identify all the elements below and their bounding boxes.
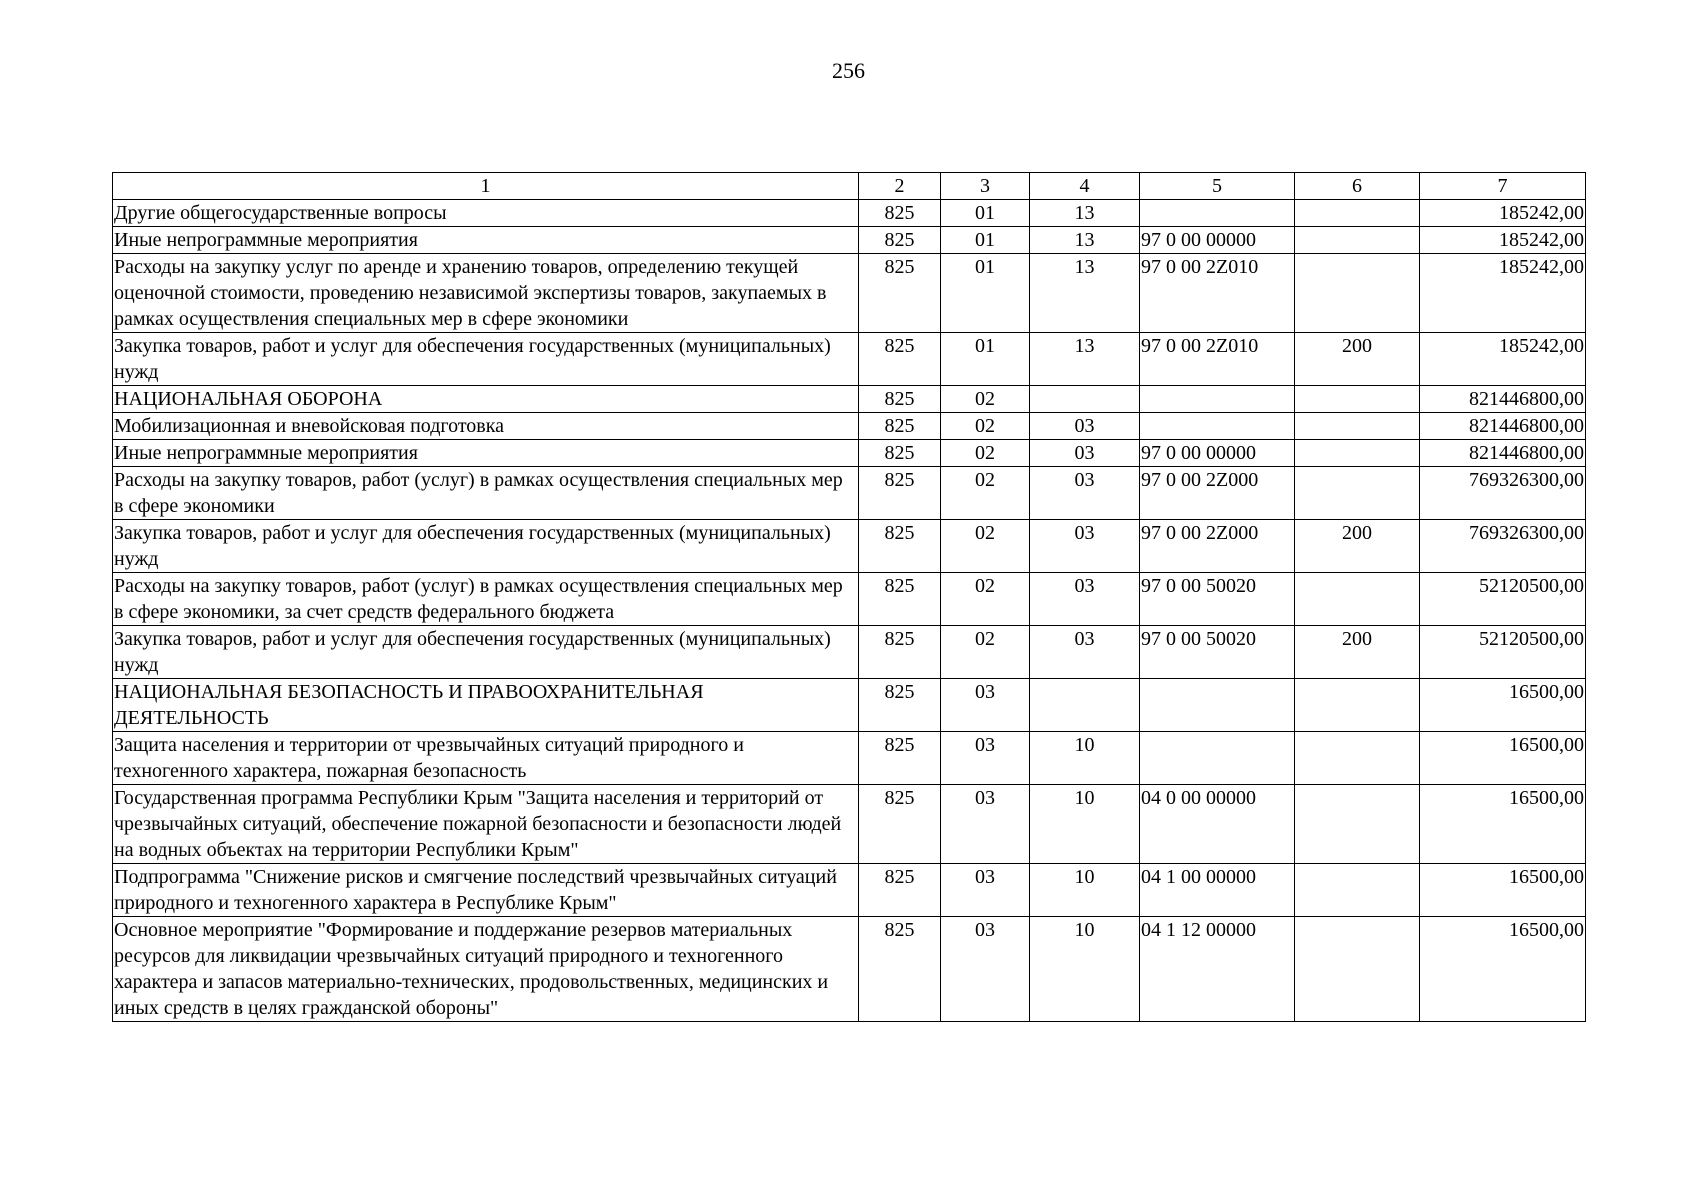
header-cell-6: 6 (1295, 173, 1420, 200)
row-name-cell: Расходы на закупку товаров, работ (услуг) в рамках осуществления специальных мер в сфере экономики, за счет средств федерального бюджета (113, 573, 859, 626)
row-admin-code-cell: 825 (859, 467, 941, 520)
table-row (113, 573, 1586, 626)
row-section-cell: 03 (941, 917, 1030, 1022)
row-name-cell: Закупка товаров, работ и услуг для обеспечения государственных (муниципальных) нужд (113, 333, 859, 386)
row-amount-cell: 769326300,00 (1420, 520, 1586, 573)
row-admin-code-cell: 825 (859, 917, 941, 1022)
row-target-article-cell: 04 1 12 00000 (1140, 917, 1295, 1022)
row-section-cell: 01 (941, 200, 1030, 227)
row-subsection-cell: 10 (1030, 917, 1140, 1022)
row-subsection-cell: 10 (1030, 864, 1140, 917)
row-section-cell: 02 (941, 573, 1030, 626)
row-expense-type-cell: 200 (1295, 626, 1420, 679)
row-target-article-cell (1140, 732, 1295, 785)
row-subsection-cell: 10 (1030, 732, 1140, 785)
row-amount-cell: 16500,00 (1420, 917, 1586, 1022)
row-name-cell: НАЦИОНАЛЬНАЯ ОБОРОНА (113, 386, 859, 413)
row-admin-code-cell: 825 (859, 254, 941, 333)
row-name-cell: Другие общегосударственные вопросы (113, 200, 859, 227)
row-section-cell: 03 (941, 785, 1030, 864)
row-amount-cell: 16500,00 (1420, 864, 1586, 917)
row-subsection-cell: 03 (1030, 440, 1140, 467)
row-subsection-cell (1030, 679, 1140, 732)
row-target-article-cell (1140, 679, 1295, 732)
row-expense-type-cell (1295, 917, 1420, 1022)
row-expense-type-cell (1295, 386, 1420, 413)
row-subsection-cell: 13 (1030, 200, 1140, 227)
row-name-cell: Основное мероприятие "Формирование и поддержание резервов материальных ресурсов для ликвидации чрезвычайных ситуаций природного и техногенного характера и запасов материально-технических, продовольственных, медицинских и иных средств в целях гражданской обороны" (113, 917, 859, 1022)
row-section-cell: 02 (941, 467, 1030, 520)
row-amount-cell: 185242,00 (1420, 200, 1586, 227)
row-admin-code-cell: 825 (859, 413, 941, 440)
row-admin-code-cell: 825 (859, 200, 941, 227)
row-expense-type-cell (1295, 254, 1420, 333)
row-section-cell: 02 (941, 440, 1030, 467)
table-row (113, 679, 1586, 732)
table-row (113, 785, 1586, 864)
row-section-cell: 02 (941, 520, 1030, 573)
row-target-article-cell (1140, 386, 1295, 413)
row-section-cell: 03 (941, 732, 1030, 785)
row-expense-type-cell (1295, 440, 1420, 467)
table-row (113, 440, 1586, 467)
row-expense-type-cell (1295, 573, 1420, 626)
row-section-cell: 01 (941, 333, 1030, 386)
row-name-cell: Закупка товаров, работ и услуг для обеспечения государственных (муниципальных) нужд (113, 520, 859, 573)
row-admin-code-cell: 825 (859, 626, 941, 679)
row-target-article-cell: 97 0 00 2Z000 (1140, 520, 1295, 573)
table-row (113, 732, 1586, 785)
header-cell-1: 1 (113, 173, 859, 200)
row-amount-cell: 52120500,00 (1420, 573, 1586, 626)
table-row (113, 626, 1586, 679)
row-subsection-cell: 13 (1030, 227, 1140, 254)
table-row (113, 227, 1586, 254)
row-subsection-cell: 03 (1030, 413, 1140, 440)
row-name-cell: Расходы на закупку услуг по аренде и хранению товаров, определению текущей оценочной стоимости, проведению независимой экспертизы товаров, закупаемых в рамках осуществления специальных мер в сфере экономики (113, 254, 859, 333)
row-amount-cell: 52120500,00 (1420, 626, 1586, 679)
row-admin-code-cell: 825 (859, 333, 941, 386)
row-section-cell: 03 (941, 679, 1030, 732)
table-body (113, 200, 1586, 1022)
table-row (113, 386, 1586, 413)
table-row (113, 864, 1586, 917)
row-amount-cell: 16500,00 (1420, 679, 1586, 732)
row-admin-code-cell: 825 (859, 732, 941, 785)
row-amount-cell: 185242,00 (1420, 333, 1586, 386)
row-admin-code-cell: 825 (859, 573, 941, 626)
row-name-cell: Иные непрограммные мероприятия (113, 440, 859, 467)
row-amount-cell: 821446800,00 (1420, 440, 1586, 467)
row-amount-cell: 821446800,00 (1420, 413, 1586, 440)
row-amount-cell: 821446800,00 (1420, 386, 1586, 413)
row-section-cell: 01 (941, 227, 1030, 254)
row-subsection-cell: 03 (1030, 467, 1140, 520)
row-subsection-cell: 03 (1030, 520, 1140, 573)
table-row (113, 200, 1586, 227)
row-amount-cell: 185242,00 (1420, 254, 1586, 333)
row-subsection-cell: 13 (1030, 254, 1140, 333)
row-expense-type-cell (1295, 732, 1420, 785)
row-target-article-cell (1140, 200, 1295, 227)
table-row (113, 467, 1586, 520)
row-section-cell: 01 (941, 254, 1030, 333)
row-admin-code-cell: 825 (859, 227, 941, 254)
header-row (113, 173, 1586, 200)
row-name-cell: НАЦИОНАЛЬНАЯ БЕЗОПАСНОСТЬ И ПРАВООХРАНИТЕЛЬНАЯ ДЕЯТЕЛЬНОСТЬ (113, 679, 859, 732)
table-row (113, 917, 1586, 1022)
row-admin-code-cell: 825 (859, 679, 941, 732)
table-row (113, 333, 1586, 386)
row-target-article-cell: 04 0 00 00000 (1140, 785, 1295, 864)
row-name-cell: Мобилизационная и вневойсковая подготовка (113, 413, 859, 440)
row-name-cell: Защита населения и территории от чрезвычайных ситуаций природного и техногенного характера, пожарная безопасность (113, 732, 859, 785)
row-expense-type-cell: 200 (1295, 520, 1420, 573)
row-name-cell: Иные непрограммные мероприятия (113, 227, 859, 254)
table-row (113, 254, 1586, 333)
row-admin-code-cell: 825 (859, 864, 941, 917)
row-target-article-cell: 97 0 00 2Z010 (1140, 333, 1295, 386)
row-subsection-cell (1030, 386, 1140, 413)
row-name-cell: Закупка товаров, работ и услуг для обеспечения государственных (муниципальных) нужд (113, 626, 859, 679)
row-subsection-cell: 03 (1030, 573, 1140, 626)
row-admin-code-cell: 825 (859, 386, 941, 413)
row-expense-type-cell (1295, 864, 1420, 917)
row-section-cell: 02 (941, 386, 1030, 413)
header-cell-4: 4 (1030, 173, 1140, 200)
row-amount-cell: 185242,00 (1420, 227, 1586, 254)
row-name-cell: Расходы на закупку товаров, работ (услуг) в рамках осуществления специальных мер в сфере экономики (113, 467, 859, 520)
row-expense-type-cell (1295, 413, 1420, 440)
row-admin-code-cell: 825 (859, 785, 941, 864)
table-row (113, 413, 1586, 440)
row-subsection-cell: 13 (1030, 333, 1140, 386)
row-subsection-cell: 03 (1030, 626, 1140, 679)
row-admin-code-cell: 825 (859, 440, 941, 467)
row-expense-type-cell (1295, 227, 1420, 254)
header-cell-7: 7 (1420, 173, 1586, 200)
row-target-article-cell (1140, 413, 1295, 440)
row-section-cell: 03 (941, 864, 1030, 917)
row-section-cell: 02 (941, 626, 1030, 679)
row-target-article-cell: 97 0 00 50020 (1140, 573, 1295, 626)
header-cell-2: 2 (859, 173, 941, 200)
row-amount-cell: 16500,00 (1420, 732, 1586, 785)
row-expense-type-cell (1295, 785, 1420, 864)
row-target-article-cell: 97 0 00 00000 (1140, 440, 1295, 467)
budget-table (112, 172, 1586, 1022)
row-target-article-cell: 97 0 00 50020 (1140, 626, 1295, 679)
row-amount-cell: 16500,00 (1420, 785, 1586, 864)
row-target-article-cell: 04 1 00 00000 (1140, 864, 1295, 917)
row-target-article-cell: 97 0 00 00000 (1140, 227, 1295, 254)
row-expense-type-cell: 200 (1295, 333, 1420, 386)
row-target-article-cell: 97 0 00 2Z000 (1140, 467, 1295, 520)
page-number: 256 (832, 58, 865, 83)
row-expense-type-cell (1295, 467, 1420, 520)
row-expense-type-cell (1295, 679, 1420, 732)
row-name-cell: Подпрограмма "Снижение рисков и смягчение последствий чрезвычайных ситуаций природного и техногенного характера в Республике Крым" (113, 864, 859, 917)
header-cell-3: 3 (941, 173, 1030, 200)
row-section-cell: 02 (941, 413, 1030, 440)
row-name-cell: Государственная программа Республики Крым "Защита населения и территорий от чрезвычайных ситуаций, обеспечение пожарной безопасности и безопасности людей на водных объектах на территории Республики Крым" (113, 785, 859, 864)
row-amount-cell: 769326300,00 (1420, 467, 1586, 520)
row-subsection-cell: 10 (1030, 785, 1140, 864)
row-admin-code-cell: 825 (859, 520, 941, 573)
row-expense-type-cell (1295, 200, 1420, 227)
header-cell-5: 5 (1140, 173, 1295, 200)
row-target-article-cell: 97 0 00 2Z010 (1140, 254, 1295, 333)
table-row (113, 520, 1586, 573)
